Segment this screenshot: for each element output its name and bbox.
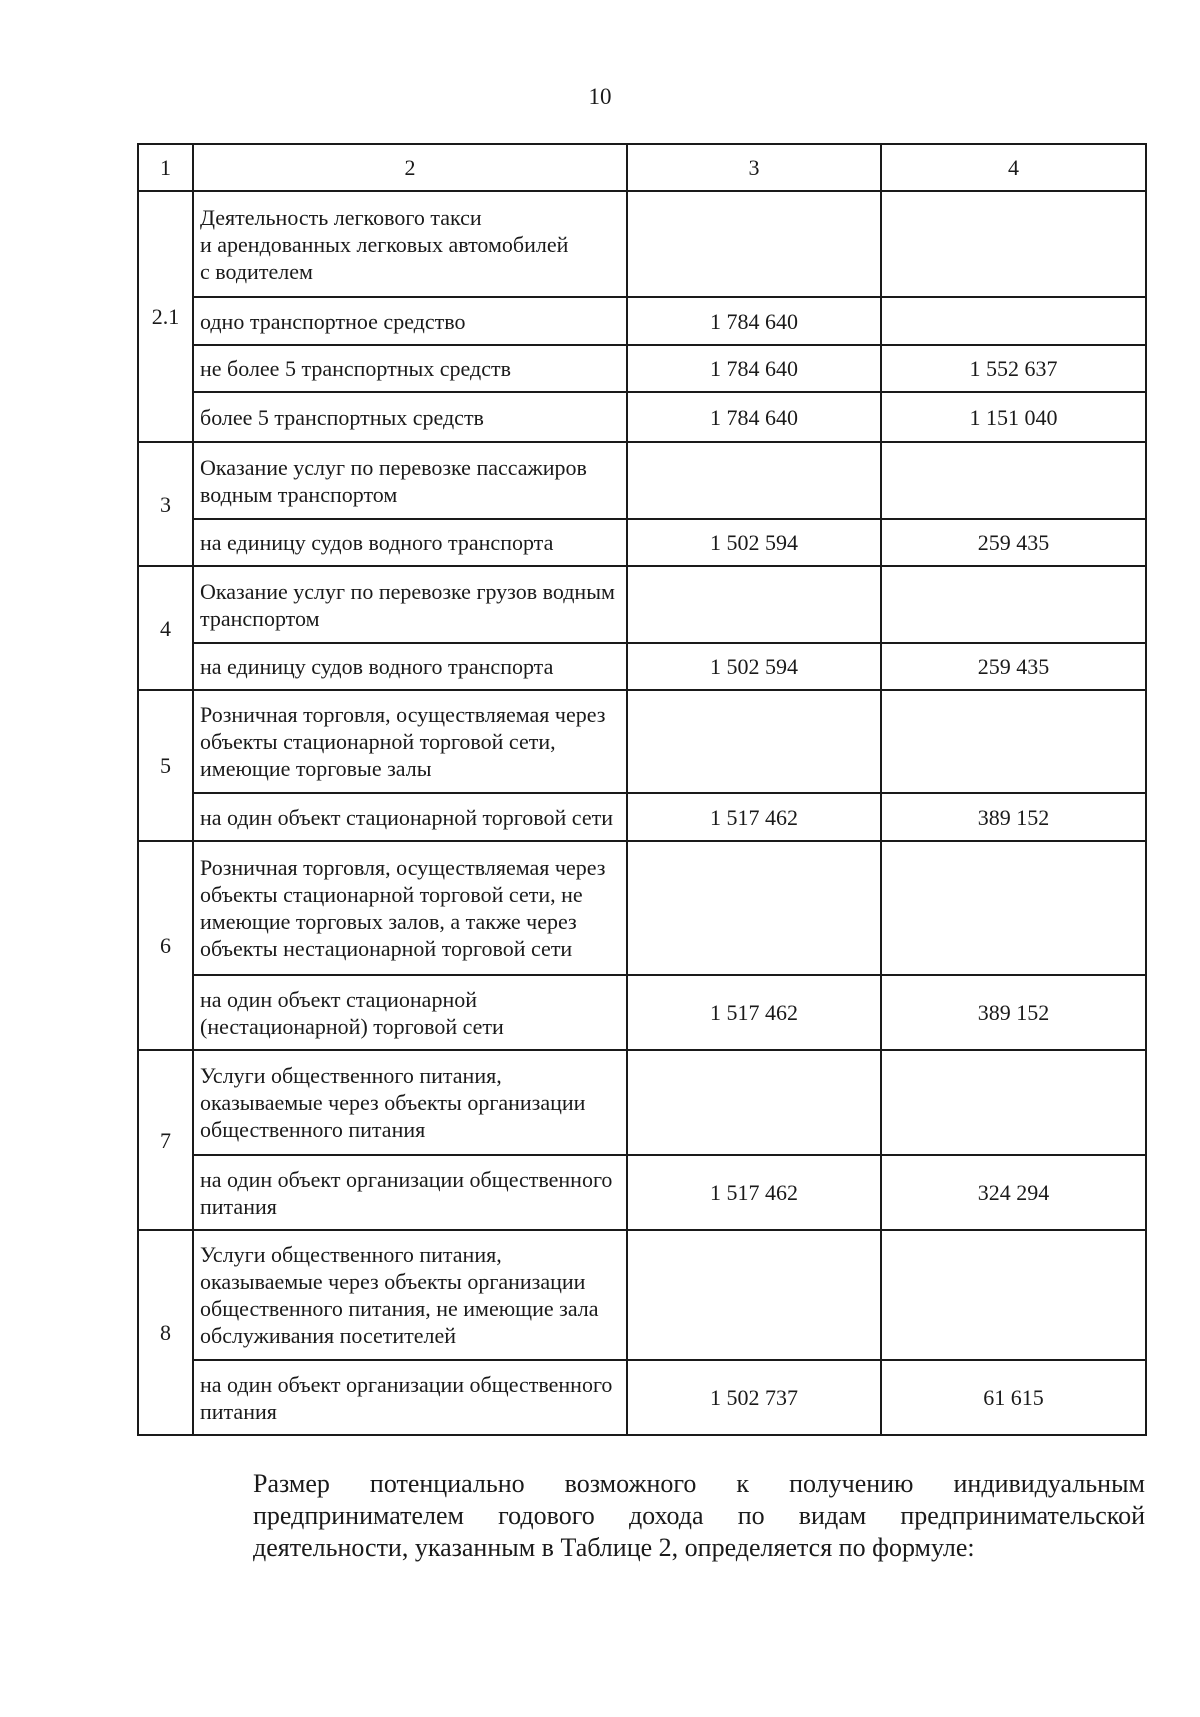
column-3-value: 1 517 462 [627, 793, 881, 841]
column-4-value [881, 690, 1146, 793]
table-row [138, 643, 1146, 690]
activity-description: на единицу судов водного транспорта [193, 519, 627, 566]
column-4-value: 259 435 [881, 643, 1146, 690]
table-row [138, 566, 1146, 643]
column-3-value [627, 442, 881, 519]
column-4-value [881, 841, 1146, 975]
activity-description: более 5 транспортных средств [193, 392, 627, 442]
row-number: 2.1 [138, 191, 193, 442]
table-row [138, 1050, 1146, 1155]
table-row [138, 519, 1146, 566]
table-row [138, 975, 1146, 1050]
activity-description: на один объект организации общественного питания [193, 1360, 627, 1435]
column-3-value [627, 191, 881, 297]
column-3-value [627, 566, 881, 643]
closing-text: Размер потенциально возможного к получению индивидуальным предпринимателем годового дохода по видам предпринимательской деятельности, указанным в Таблице 2, определяется по формуле: [253, 1469, 1145, 1562]
column-3-value: 1 517 462 [627, 1155, 881, 1230]
activity-description: Деятельность легкового такси и арендованных легковых автомобилей с водителем [193, 191, 627, 297]
activity-description: Оказание услуг по перевозке грузов водным транспортом [193, 566, 627, 643]
column-3-value: 1 784 640 [627, 345, 881, 392]
row-number: 7 [138, 1050, 193, 1230]
column-4-value [881, 442, 1146, 519]
activity-description: на один объект стационарной торговой сети [193, 793, 627, 841]
row-number: 5 [138, 690, 193, 841]
table-row [138, 442, 1146, 519]
column-4-value: 389 152 [881, 975, 1146, 1050]
activity-description: на единицу судов водного транспорта [193, 643, 627, 690]
table-row [138, 690, 1146, 793]
header-col-3: 3 [627, 144, 881, 191]
column-4-value: 259 435 [881, 519, 1146, 566]
column-3-value: 1 502 594 [627, 519, 881, 566]
table-header-row [138, 144, 1146, 191]
header-col-4: 4 [881, 144, 1146, 191]
header-col-2: 2 [193, 144, 627, 191]
column-3-value [627, 841, 881, 975]
column-4-value: 1 151 040 [881, 392, 1146, 442]
table-row [138, 191, 1146, 297]
table-row [138, 297, 1146, 345]
table-row [138, 345, 1146, 392]
activity-description: на один объект стационарной (нестационарной) торговой сети [193, 975, 627, 1050]
column-3-value: 1 784 640 [627, 297, 881, 345]
row-number: 3 [138, 442, 193, 566]
column-4-value [881, 1050, 1146, 1155]
activity-description: Услуги общественного питания, оказываемые через объекты организации общественного питания [193, 1050, 627, 1155]
column-4-value: 61 615 [881, 1360, 1146, 1435]
column-4-value: 389 152 [881, 793, 1146, 841]
activity-description: Розничная торговля, осуществляемая через объекты стационарной торговой сети, имеющие торговые залы [193, 690, 627, 793]
column-4-value: 324 294 [881, 1155, 1146, 1230]
data-table [137, 143, 1147, 1436]
row-number: 8 [138, 1230, 193, 1435]
column-3-value [627, 690, 881, 793]
column-3-value: 1 517 462 [627, 975, 881, 1050]
table-row [138, 1155, 1146, 1230]
column-4-value [881, 1230, 1146, 1360]
activity-description: не более 5 транспортных средств [193, 345, 627, 392]
header-col-1: 1 [138, 144, 193, 191]
column-3-value: 1 502 594 [627, 643, 881, 690]
page-number: 10 [588, 84, 612, 109]
column-4-value: 1 552 637 [881, 345, 1146, 392]
closing-paragraph [177, 1468, 1145, 1564]
column-4-value [881, 297, 1146, 345]
table-row [138, 1360, 1146, 1435]
activity-description: Розничная торговля, осуществляемая через объекты стационарной торговой сети, не имеющие торговых залов, а также через объекты нестационарной торговой сети [193, 841, 627, 975]
column-3-value [627, 1230, 881, 1360]
activity-description: Оказание услуг по перевозке пассажиров водным транспортом [193, 442, 627, 519]
table-row [138, 793, 1146, 841]
table-row [138, 1230, 1146, 1360]
row-number: 4 [138, 566, 193, 690]
column-3-value [627, 1050, 881, 1155]
column-3-value: 1 502 737 [627, 1360, 881, 1435]
activity-description: на один объект организации общественного питания [193, 1155, 627, 1230]
table-row [138, 841, 1146, 975]
column-4-value [881, 566, 1146, 643]
activity-description: одно транспортное средство [193, 297, 627, 345]
table-row [138, 392, 1146, 442]
activity-description: Услуги общественного питания, оказываемые через объекты организации общественного питания, не имеющие зала обслуживания посетителей [193, 1230, 627, 1360]
row-number: 6 [138, 841, 193, 1050]
column-4-value [881, 191, 1146, 297]
column-3-value: 1 784 640 [627, 392, 881, 442]
